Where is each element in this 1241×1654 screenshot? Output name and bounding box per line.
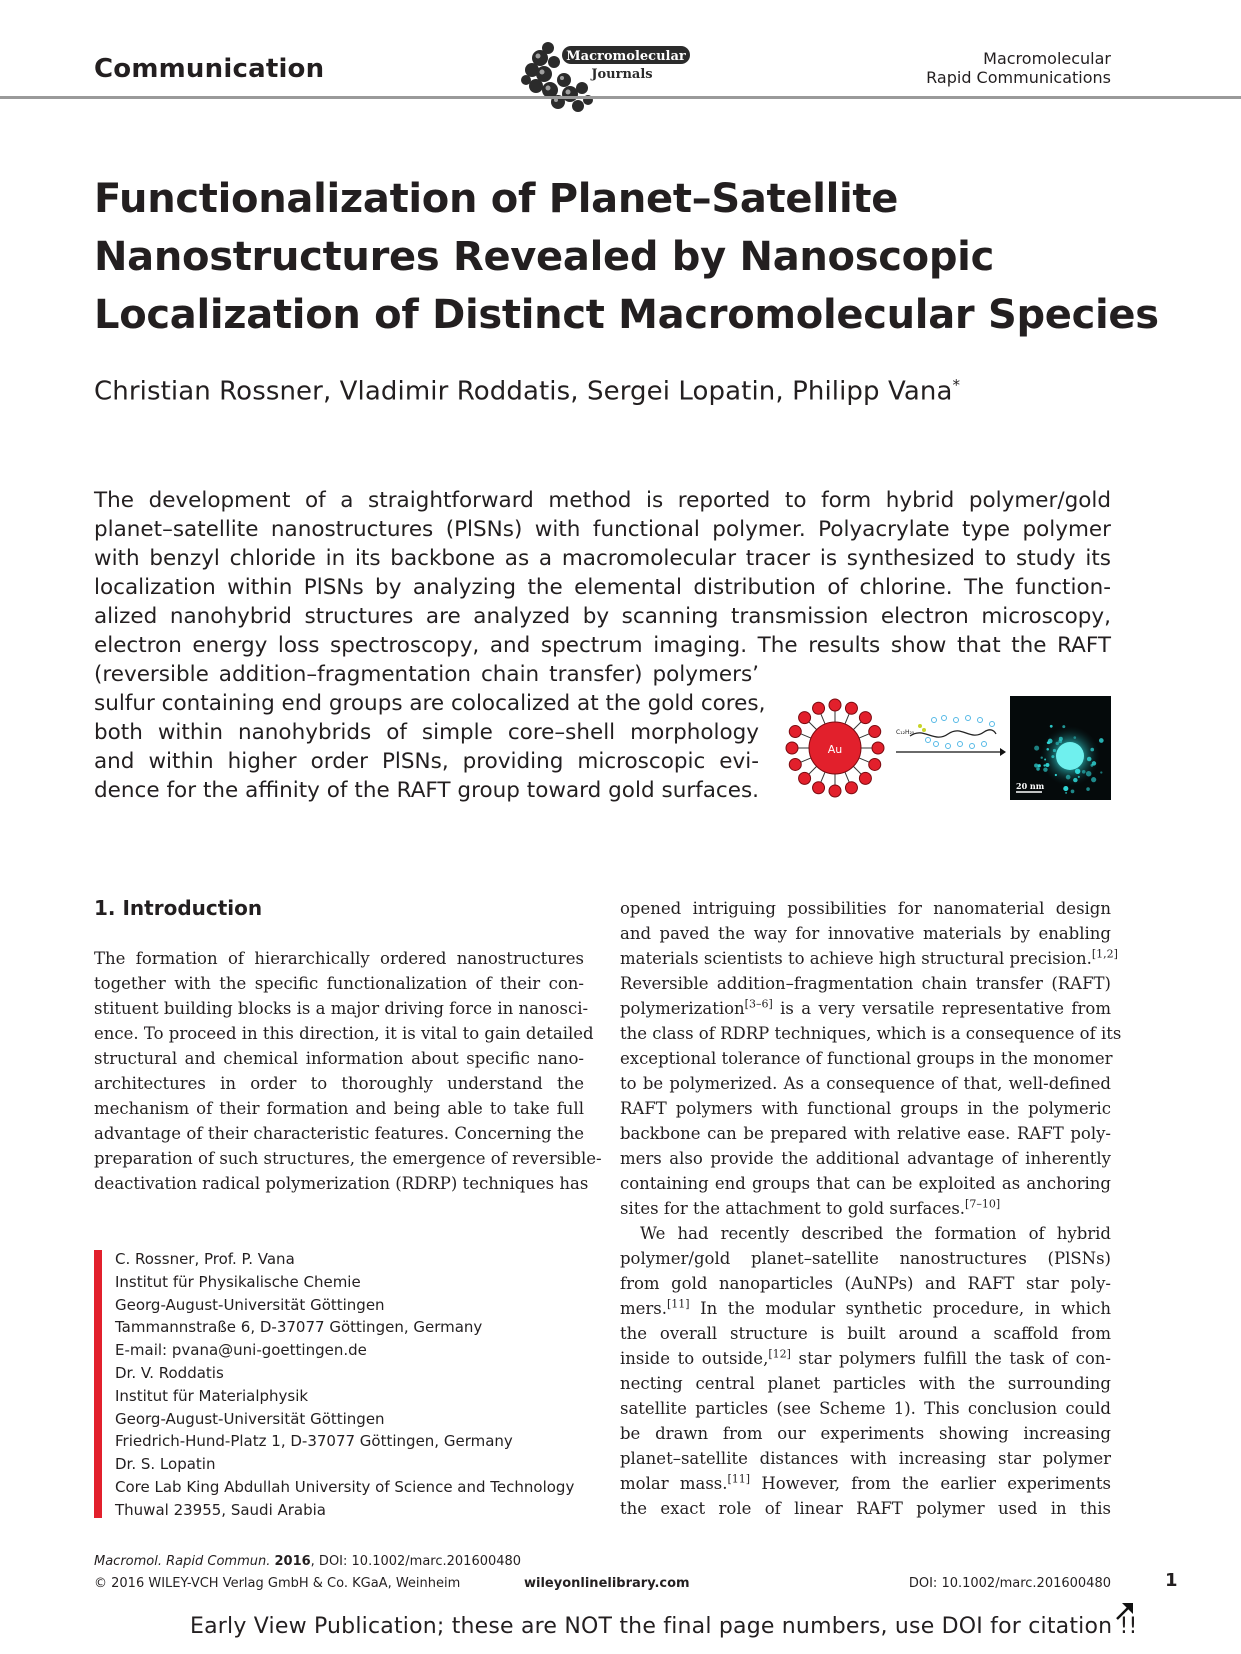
body-line <box>620 1346 1111 1371</box>
body-line <box>620 1221 1111 1246</box>
affiliation-line: Core Lab King Abdullah University of Science and Technology <box>115 1477 575 1496</box>
body-line <box>620 1021 1122 1046</box>
journal-name <box>926 49 1111 87</box>
body-line: mechanism of their formation and being able to take full <box>94 1099 584 1118</box>
left-column <box>94 946 602 1196</box>
abstract-line: (reversible addition–fragmentation chain transfer) polymers’ <box>94 662 759 687</box>
toc-graphic <box>784 696 1111 800</box>
body-line <box>620 971 1111 996</box>
body-text: mers also provide the additional advantage of inherently <box>620 1149 1111 1168</box>
alkyl-formula-label: C₁₂H₂₅ <box>896 729 915 736</box>
citation-ref[interactable]: [11] <box>667 1297 690 1311</box>
body-line: deactivation radical polymerization (RDRP) techniques has <box>94 1174 589 1193</box>
body-line: ence. To proceed in this direction, it is vital to gain detailed <box>94 1024 594 1043</box>
logo-text-journals: Journals <box>591 67 653 82</box>
body-text: Reversible addition–fragmentation chain transfer (RAFT) <box>620 974 1111 993</box>
body-text: necting central planet particles with the surrounding <box>620 1374 1111 1393</box>
scale-bar-label: 20 nm <box>1016 781 1045 791</box>
polymer-chain-icon <box>896 716 1006 757</box>
article-title <box>94 170 1159 344</box>
body-text: RAFT polymers with functional groups in the polymeric <box>620 1099 1111 1118</box>
body-text: the exact role of linear RAFT polymer used in this <box>620 1499 1111 1518</box>
body-text: the overall structure is built around a scaffold from <box>620 1324 1111 1343</box>
doi: DOI: 10.1002/marc.201600480 <box>908 1576 1111 1591</box>
body-text: and paved the way for innovative materials by enabling <box>620 924 1111 943</box>
body-text: backbone can be prepared with relative ease. RAFT poly- <box>620 1124 1111 1143</box>
title-line: Nanostructures Revealed by Nanoscopic <box>94 234 994 280</box>
body-line <box>620 921 1111 946</box>
affiliation-line: Friedrich-Hund-Platz 1, D-37077 Göttingen, Germany <box>115 1432 513 1451</box>
body-line <box>620 1096 1111 1121</box>
title-line: Localization of Distinct Macromolecular Species <box>94 292 1159 338</box>
abstract-line: dence for the affinity of the RAFT group toward gold surfaces. <box>94 778 759 803</box>
affiliation-line: Tammannstraße 6, D-37077 Göttingen, Germany <box>115 1318 483 1337</box>
body-text: be drawn from our experiments showing increasing <box>620 1424 1111 1443</box>
copyright: © 2016 WILEY-VCH Verlag GmbH & Co. KGaA, Weinheim <box>94 1576 461 1591</box>
body-text: molar mass. <box>620 1474 728 1493</box>
website-link[interactable]: wileyonlinelibrary.com <box>524 1576 690 1591</box>
body-line <box>620 946 1118 971</box>
body-line <box>620 996 1111 1021</box>
page-number: 1 <box>1165 1570 1178 1591</box>
body-text: In the modular synthetic procedure, in which <box>689 1299 1111 1318</box>
body-line: The formation of hierarchically ordered nanostructures <box>94 949 584 968</box>
journal-citation <box>94 1554 521 1569</box>
body-text: exceptional tolerance of functional groups in the monomer <box>620 1049 1113 1068</box>
body-text: However, from the earlier experiments <box>750 1474 1111 1493</box>
author-names: Christian Rossner, Vladimir Roddatis, Sergei Lopatin, Philipp Vana <box>94 376 953 407</box>
body-line: stituent building blocks is a major driving force in nanosci- <box>94 999 589 1018</box>
journal-name-line1: Macromolecular <box>983 49 1111 68</box>
journal-abbrev: Macromol. Rapid Commun. <box>94 1554 271 1569</box>
abstract-line: and within higher order PlSNs, providing microscopic evi- <box>94 749 759 774</box>
body-text: satellite particles (see Scheme 1). This conclusion could <box>620 1399 1111 1418</box>
affiliation-line: Georg-August-Universität Göttingen <box>115 1409 385 1428</box>
body-line <box>620 1371 1111 1396</box>
stem-image <box>1010 696 1111 800</box>
affiliation-line: Institut für Physikalische Chemie <box>115 1272 361 1291</box>
body-line: together with the specific functionalization of their con- <box>94 974 584 993</box>
body-line <box>620 1296 1111 1321</box>
title-line: Functionalization of Planet–Satellite <box>94 176 899 222</box>
body-line <box>620 1121 1111 1146</box>
body-line: structural and chemical information about specific nano- <box>94 1049 584 1068</box>
abstract-line: both within nanohybrids of simple core–shell morphology <box>94 720 759 745</box>
author-list <box>94 376 960 407</box>
body-text: the class of RDRP techniques, which is a consequence of its <box>620 1024 1122 1043</box>
header-rule <box>0 96 1241 99</box>
body-text: sites for the attachment to gold surfaces. <box>620 1199 966 1218</box>
citation-ref[interactable]: [3–6] <box>744 997 773 1011</box>
body-line <box>620 1446 1111 1471</box>
affiliation-line: Thuwal 23955, Saudi Arabia <box>115 1500 327 1519</box>
abstract-line: electron energy loss spectroscopy, and spectrum imaging. The results show that the RAFT <box>94 633 1111 658</box>
logo-text-macromolecular: Macromolecular <box>566 49 686 64</box>
body-line <box>620 1246 1111 1271</box>
body-line <box>620 1471 1111 1496</box>
body-line <box>620 1321 1111 1346</box>
body-text: polymerization <box>620 999 745 1018</box>
body-line: preparation of such structures, the emergence of reversible- <box>94 1149 602 1168</box>
abstract-line: alized nanohybrid structures are analyzed by scanning transmission electron microscopy, <box>94 604 1111 629</box>
abstract-line: with benzyl chloride in its backbone as a macromolecular tracer is synthesized to study its <box>94 546 1111 571</box>
body-line: advantage of their characteristic features. Concerning the <box>94 1124 584 1143</box>
body-line <box>620 1496 1111 1521</box>
citation-ref[interactable]: [7–10] <box>965 1197 1001 1211</box>
affiliation-line: E-mail: pvana@uni-goettingen.de <box>115 1341 367 1360</box>
abstract-line: localization within PlSNs by analyzing the elemental distribution of chlorine. The function- <box>94 575 1111 600</box>
corresponding-author-mark: * <box>952 376 961 394</box>
abstract-line: The development of a straightforward method is reported to form hybrid polymer/gold <box>94 488 1111 513</box>
core-label: Au <box>827 743 843 756</box>
journal-year: 2016 <box>274 1554 311 1569</box>
body-text: We had recently described the formation of hybrid <box>640 1224 1111 1243</box>
affiliation-line: C. Rossner, Prof. P. Vana <box>115 1250 295 1268</box>
body-text: star polymers fulfill the task of con- <box>790 1349 1111 1368</box>
body-text: materials scientists to achieve high structural precision. <box>620 949 1092 968</box>
affiliation-line: Dr. S. Lopatin <box>115 1455 216 1474</box>
arrow-up-right-icon <box>1114 1600 1136 1622</box>
citation-ref[interactable]: [11] <box>727 1472 751 1486</box>
body-line <box>620 1396 1111 1421</box>
section-label: Communication <box>94 54 325 84</box>
affiliation-line: Dr. V. Roddatis <box>115 1363 224 1382</box>
body-text: planet–satellite distances with increasing star polymer <box>620 1449 1111 1468</box>
early-view-notice: Early View Publication; these are NOT the final page numbers, use DOI for citation !! <box>190 1614 1138 1639</box>
abstract-line: planet–satellite nanostructures (PlSNs) with functional polymer. Polyacrylate type polymer <box>94 517 1111 542</box>
body-line <box>620 1196 1111 1221</box>
body-line <box>620 1421 1111 1446</box>
body-line <box>620 896 1111 921</box>
abstract-line: sulfur containing end groups are colocalized at the gold cores, <box>94 691 766 716</box>
body-text: polymer/gold planet–satellite nanostructures (PlSNs) <box>620 1249 1111 1268</box>
affiliation-bar <box>94 1250 102 1518</box>
body-text: to be polymerized. As a consequence of that, well-defined <box>620 1074 1111 1093</box>
body-text: containing end groups that can be exploited as anchoring <box>620 1174 1111 1193</box>
journal-logo <box>518 36 698 116</box>
gold-nanoparticle-icon <box>786 699 884 797</box>
citation-ref[interactable]: [12] <box>768 1347 791 1361</box>
citation-ref[interactable]: [1,2] <box>1091 947 1118 961</box>
body-text: opened intriguing possibilities for nanomaterial design <box>620 899 1111 918</box>
body-line <box>620 1071 1111 1096</box>
body-text: inside to outside, <box>620 1349 769 1368</box>
affiliation-line: Institut für Materialphysik <box>115 1386 309 1405</box>
body-line: architectures in order to thoroughly understand the <box>94 1074 584 1093</box>
body-text: from gold nanoparticles (AuNPs) and RAFT star poly- <box>620 1274 1111 1293</box>
journal-name-line2: Rapid Communications <box>926 68 1111 87</box>
body-line <box>620 1271 1111 1296</box>
body-line <box>620 1171 1111 1196</box>
body-line <box>620 1146 1111 1171</box>
body-line <box>620 1046 1111 1071</box>
body-text: mers. <box>620 1299 668 1318</box>
affiliation-line: Georg-August-Universität Göttingen <box>115 1295 385 1314</box>
journal-doi: , DOI: 10.1002/marc.201600480 <box>310 1554 522 1569</box>
affiliations <box>115 1248 574 1522</box>
body-text: is a very versatile representative from <box>772 999 1111 1018</box>
section-heading: 1. Introduction <box>94 896 263 920</box>
right-column <box>620 896 1122 1521</box>
